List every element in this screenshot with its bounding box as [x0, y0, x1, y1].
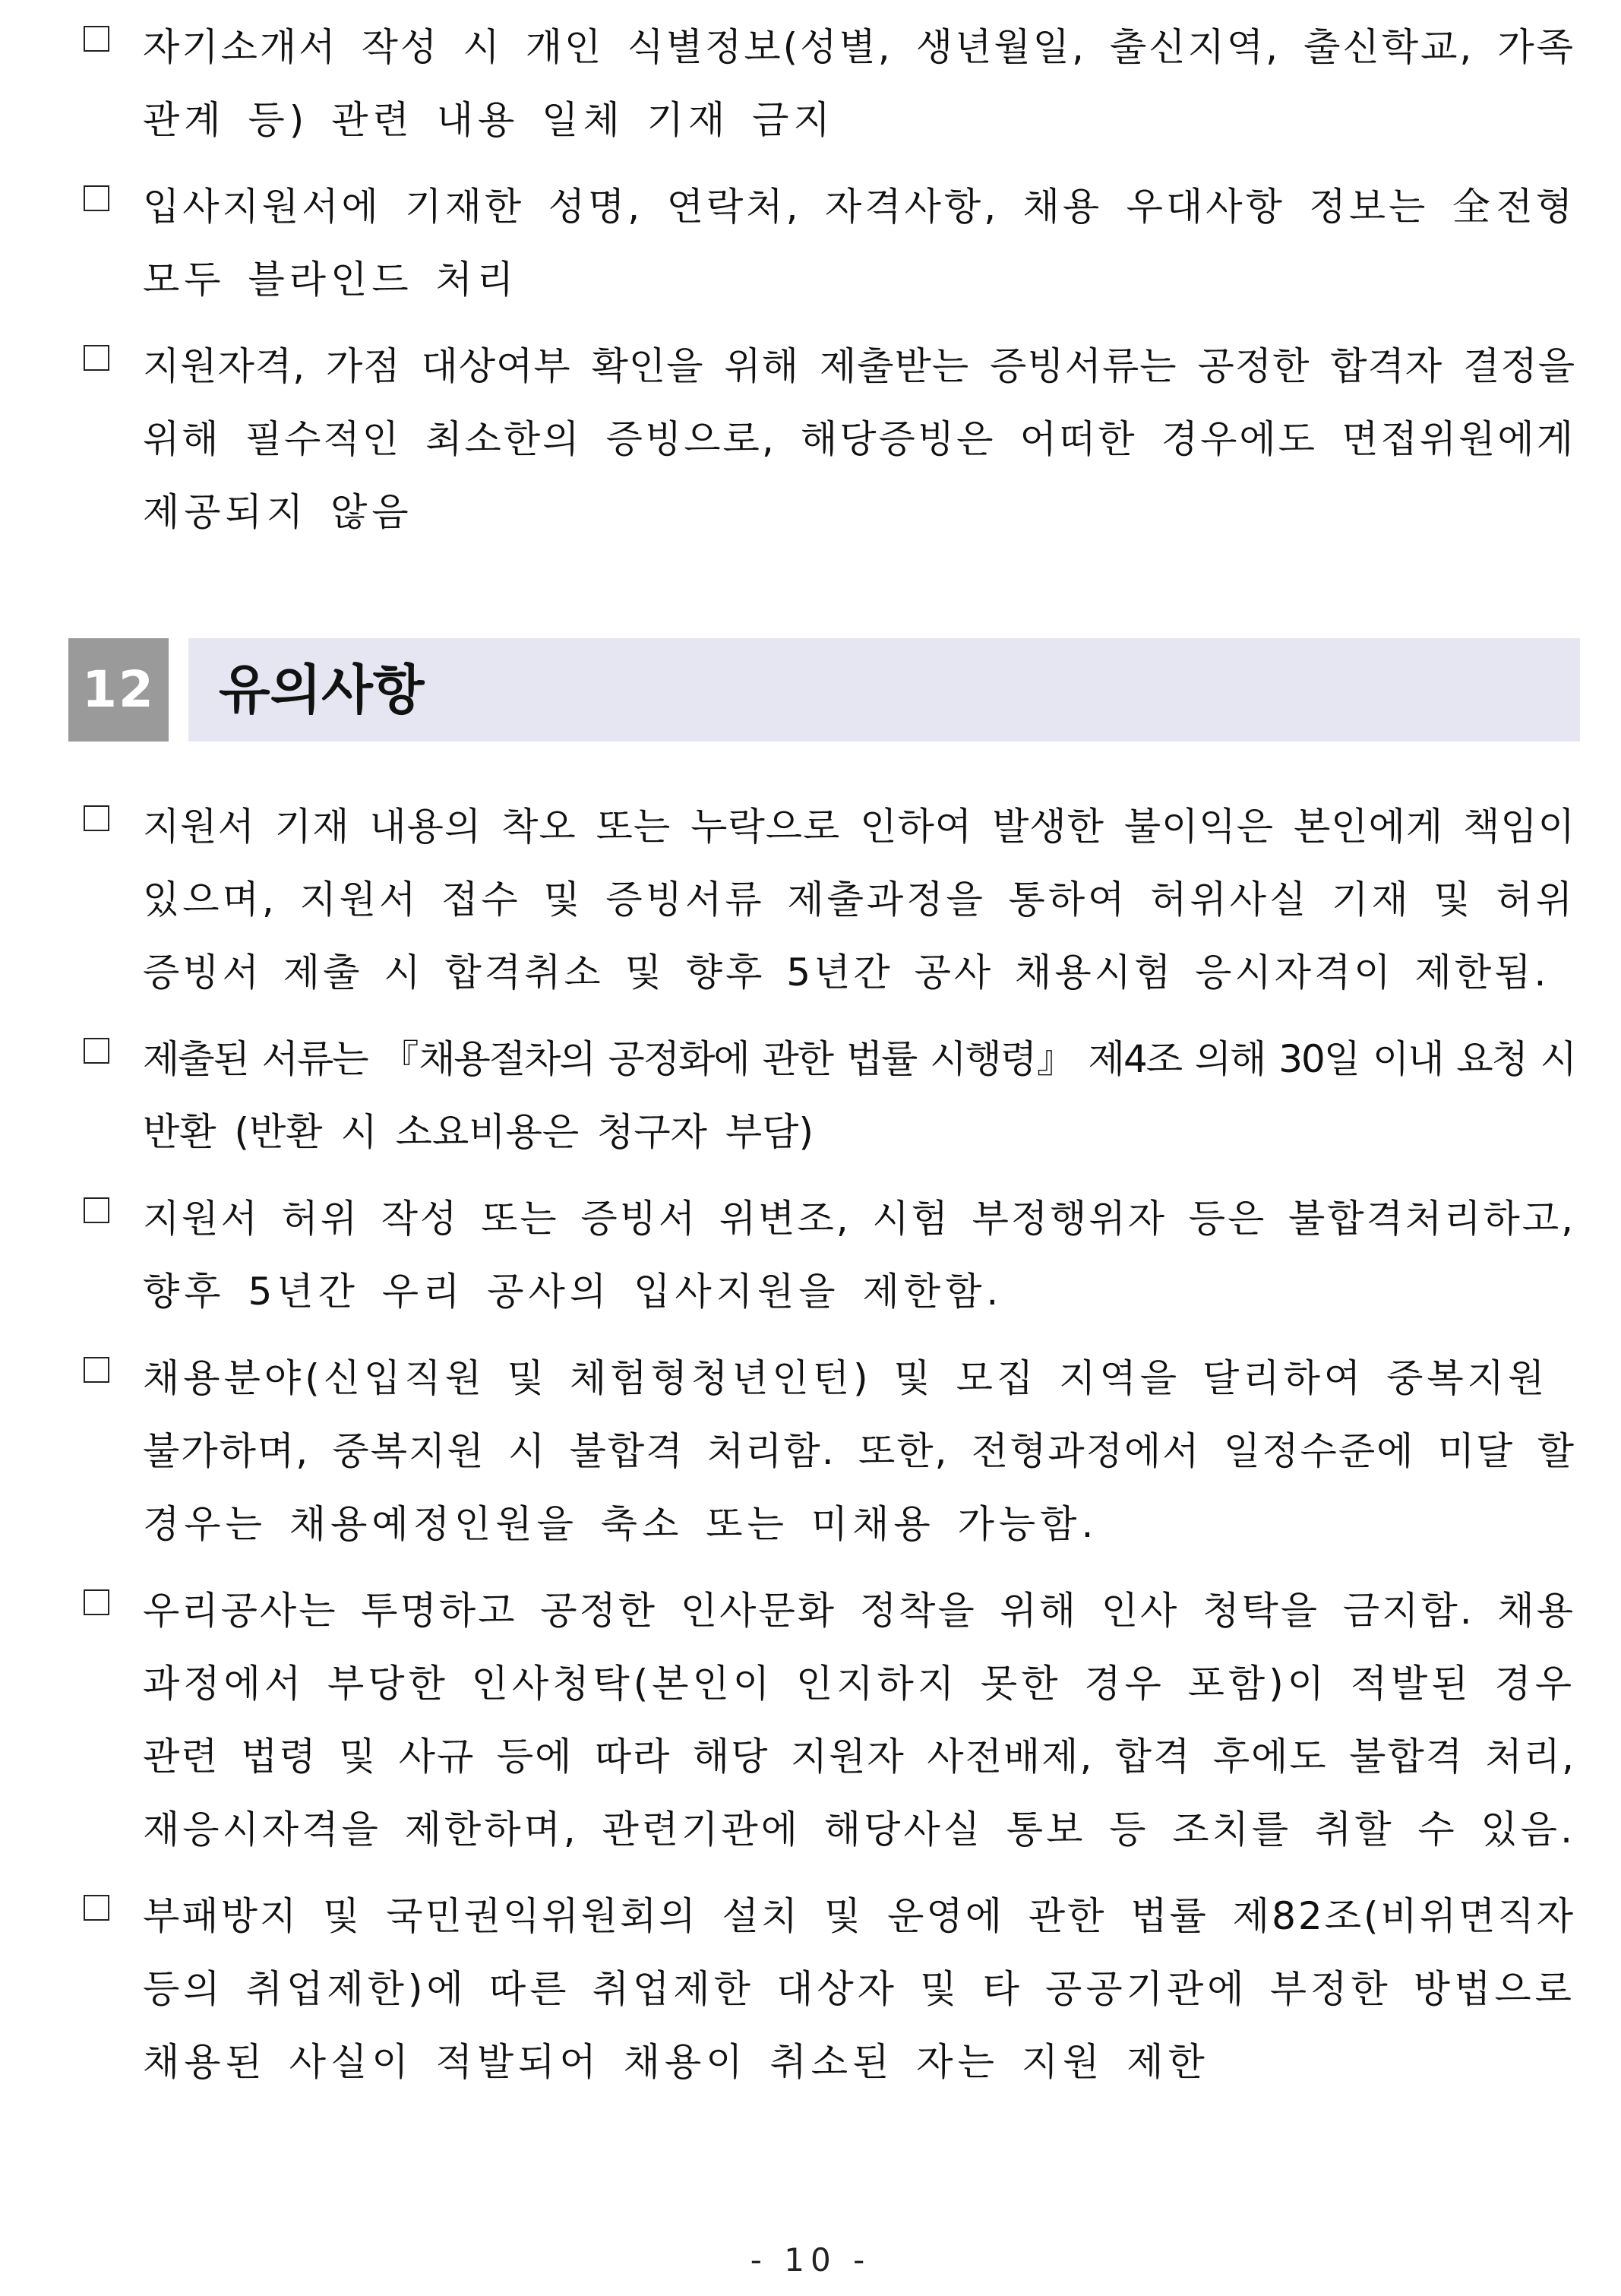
section-item-list: [0, 790, 1621, 2112]
list-item-line: 등의 취업제한)에 따른 취업제한 대상자 및 타 공공기관에 부정한 방법으로: [143, 1967, 1575, 2011]
section-number: 12: [68, 638, 169, 742]
list-item: [0, 11, 1621, 157]
checkbox-square-icon: [84, 1197, 109, 1223]
list-item-line: 위해 필수적인 최소한의 증빙으로, 해당증빙은 어떠한 경우에도 면접위원에게: [143, 417, 1575, 461]
list-item-line: 있으며, 지원서 접수 및 증빙서류 제출과정을 통하여 허위사실 기재 및 허위: [143, 878, 1575, 922]
list-item: [0, 1023, 1621, 1169]
list-item-line: 자기소개서 작성 시 개인 식별정보(성별, 생년월일, 출신지역, 출신학교, 가족: [143, 25, 1575, 69]
checkbox-square-icon: [84, 26, 109, 52]
list-item-line: 과정에서 부당한 인사청탁(본인이 인지하지 못한 경우 포함)이 적발된 경우: [143, 1662, 1575, 1706]
list-item-line: 관계 등) 관련 내용 일체 기재 금지: [143, 98, 835, 142]
list-item-line: 재응시자격을 제한하며, 관련기관에 해당사실 통보 등 조치를 취할 수 있음.: [143, 1807, 1575, 1852]
list-item-line: 제출된 서류는 『채용절차의 공정화에 관한 법률 시행령』 제4조 의해 30일 이내 요청 시: [143, 1037, 1575, 1081]
list-item-line: 경우는 채용예정인원을 축소 또는 미채용 가능함.: [143, 1502, 1098, 1546]
page-number: - 10 -: [750, 2241, 871, 2279]
checkbox-square-icon: [84, 1038, 109, 1064]
list-item: [0, 330, 1621, 549]
list-item-line: 불가하며, 중복지원 시 불합격 처리함. 또한, 전형과정에서 일정수준에 미달 할: [143, 1429, 1575, 1473]
list-item: [0, 1182, 1621, 1328]
list-item-line: 제공되지 않음: [143, 490, 413, 534]
list-item-line: 지원서 허위 작성 또는 증빙서 위변조, 시험 부정행위자 등은 불합격처리하고,: [143, 1197, 1575, 1241]
checkbox-square-icon: [84, 345, 109, 371]
list-item-line: 반환 (반환 시 소요비용은 청구자 부담): [143, 1110, 814, 1154]
checkbox-square-icon: [84, 1589, 109, 1615]
list-item: [0, 1880, 1621, 2098]
list-item-line: 부패방지 및 국민권익위원회의 설치 및 운영에 관한 법률 제82조(비위면직자: [143, 1894, 1575, 1938]
list-item-line: 지원서 기재 내용의 착오 또는 누락으로 인하여 발생한 불이익은 본인에게 책임이: [143, 805, 1575, 849]
checkbox-square-icon: [84, 1357, 109, 1383]
list-item-line: 모두 블라인드 처리: [143, 258, 519, 302]
checkbox-square-icon: [84, 805, 109, 831]
section-title: 유의사항: [219, 659, 425, 721]
list-item: [0, 790, 1621, 1009]
list-item-line: 입사지원서에 기재한 성명, 연락처, 자격사항, 채용 우대사항 정보는 全전형: [143, 185, 1575, 229]
checkbox-square-icon: [84, 185, 109, 211]
list-item-line: 증빙서 제출 시 합격취소 및 향후 5년간 공사 채용시험 응시자격이 제한됨.: [143, 950, 1550, 995]
list-item-line: 우리공사는 투명하고 공정한 인사문화 정착을 위해 인사 청탁을 금지함. 채용: [143, 1589, 1575, 1633]
list-item-line: 채용된 사실이 적발되어 채용이 취소된 자는 지원 제한: [143, 2040, 1209, 2084]
top-item-list: [0, 11, 1621, 562]
list-item: [0, 170, 1621, 316]
list-item-line: 향후 5년간 우리 공사의 입사지원을 제한함.: [143, 1270, 1003, 1314]
list-item-line: 지원자격, 가점 대상여부 확인을 위해 제출받는 증빙서류는 공정한 합격자 결정을: [143, 344, 1575, 388]
checkbox-square-icon: [84, 1895, 109, 1921]
list-item-line: 채용분야(신입직원 및 체험형청년인턴) 및 모집 지역을 달리하여 중복지원: [143, 1356, 1549, 1400]
section-title-bar: [188, 638, 1580, 742]
list-item-line: 관련 법령 및 사규 등에 따라 해당 지원자 사전배제, 합격 후에도 불합격 처리,: [143, 1735, 1575, 1779]
list-item: [0, 1574, 1621, 1866]
section-header: [68, 638, 1580, 742]
list-item: [0, 1342, 1621, 1561]
